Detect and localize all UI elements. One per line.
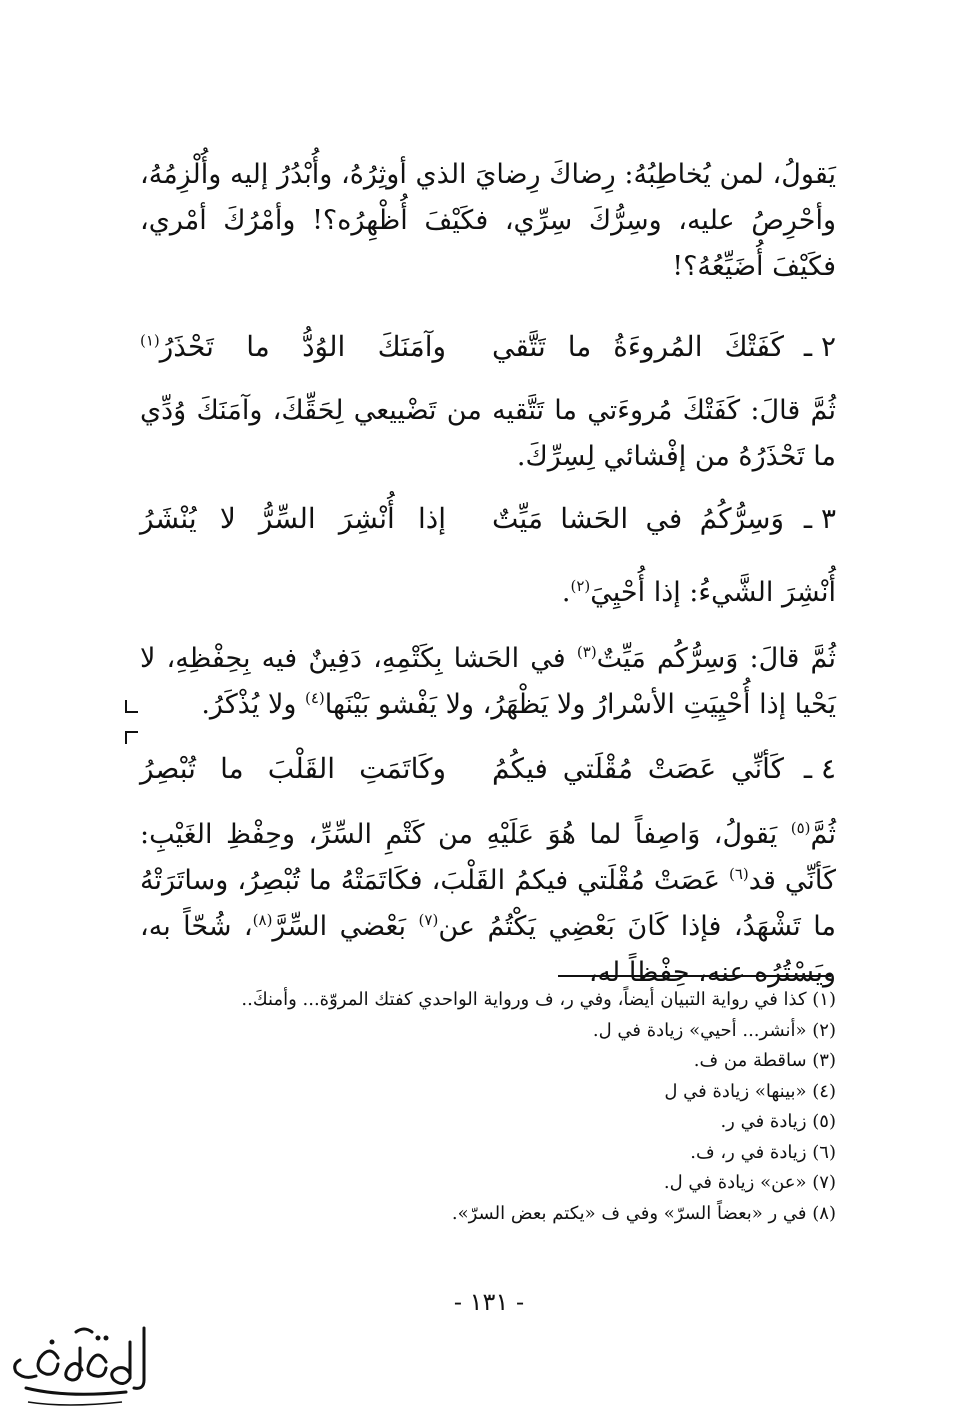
verse-number: ٤ ـ <box>803 752 836 785</box>
verse-hemistich-second <box>140 324 446 370</box>
commentary-text: بَعْضي السِّرَّ <box>272 911 419 942</box>
verse-number: ٢ ـ <box>803 330 836 363</box>
commentary-text: في الحَشا بِكَتْمِهِ، دَفِينٌ فيه بِحِفْظِهِ، لا يَحْيا إذا أُحْيِيَتِ الأسْرارُ ولا يَظْهَرُ، ولا يَفْشو بَيْنَها <box>140 643 836 720</box>
verse-hemistich-first: كَفَتْكَ المُروءَةُ ما تَتَّقي <box>492 330 784 363</box>
verse-4 <box>140 746 836 792</box>
commentary-verse-3 <box>140 636 836 728</box>
footnote-ref: (٣) <box>576 643 597 661</box>
gloss-verse-3 <box>140 570 836 616</box>
footnote: (٧) «عن» زيادة في ل. <box>663 1172 836 1193</box>
footnote-ref: (٧) <box>418 911 439 929</box>
footnotes-list <box>140 985 836 1229</box>
footnote-ref: (٦) <box>729 865 749 883</box>
commentary-text: ، شُحّاً به، ويَسْتُرُه عنه، حِفْظاً له، <box>140 911 836 988</box>
verse-number: ٣ ـ <box>803 502 836 535</box>
footnote: (٤) «بينها» زيادة في ل <box>664 1080 836 1102</box>
verse-hemistich-first: كَأنِّي عَصَتْ مُقْلَتي فيكُمُ <box>492 752 784 785</box>
seal-logo-icon <box>6 1318 156 1410</box>
verse-hemistich-first: وَسِرُّكُمُ في الحَشا مَيِّتٌ <box>492 502 784 535</box>
footnote: (٢) «أنشر... أحيي» زيادة في ل. <box>592 1019 836 1041</box>
verse-hemistich-second: وكَاتَمَتِ القَلْبَ ما تُبْصِرُ <box>140 752 446 785</box>
footnote-ref: (٥) <box>790 819 811 837</box>
margin-bracket-icon <box>124 700 140 714</box>
commentary-text: ولا يُذْكَرُ. <box>201 689 305 720</box>
gloss-end: . <box>561 577 571 608</box>
hemistich-text: وآمَنَكَ الوُدُّ ما تَحْذَرُ <box>159 330 446 363</box>
commentary-text: يَقولُ، وَاصِفاً لما هُوَ عَلَيْهِ من كَتْمِ السِّرِّ، وحِفْظِ الغَيْبِ: كَأنِّي قد <box>140 819 836 896</box>
commentary-verse-2: ثُمَّ قالَ: كَفَتْكَ مُروءَتي ما تَتَّقيه من تَضْييعي لِحَقِّكَ، وآمَنَكَ وُدِّي ما تَحْذَرُهُ من إفْشائي لِسِرِّكَ. <box>140 395 836 472</box>
footnote: (٥) زيادة في ر. <box>720 1111 836 1132</box>
intro-paragraph: يَقولُ، لمن يُخاطِبُهُ: رِضاكَ رِضايَ الذي أوثِرُهُ، وأُبْدُرُ إليه وأُلْزِمُهُ، وأحْرِصُ عليه، وسِرُّكَ سِرِّي، فكَيْفَ أُظْهِرُه؟! وأمْرُكَ أمْري، فكَيْفَ أُضَيِّعُهُ؟! <box>140 159 836 282</box>
commentary-text: ثُمَّ <box>810 819 836 850</box>
footnote: (٨) في ر «بعضاً السرّ» وفي ف «يكتم بعض السرّ». <box>451 1202 836 1224</box>
footnote: (٦) زيادة في ر، ف. <box>690 1141 836 1163</box>
verse-3 <box>140 496 836 542</box>
footnote: (١) كذا في رواية التبيان أيضاً، وفي ر، ف ورواية الواحدي كفتك المروّة... وأمنكَ.. <box>241 989 836 1010</box>
footnote-ref: (١) <box>140 331 160 350</box>
footnote: (٣) ساقطة من ف. <box>693 1050 836 1071</box>
verse-hemistich-second: إذا أُنْشِرَ السِّرُّ لا يُنْشَرُ <box>140 502 446 535</box>
gloss-text: أُنْشِرَ الشَّيءُ: إذا أُحْيِيَ <box>590 577 836 608</box>
margin-bracket-icon <box>124 730 140 744</box>
footnote-ref: (٢) <box>570 577 591 595</box>
page-number: - ١٣١ - <box>453 1288 525 1316</box>
footnote-ref: (٨) <box>252 911 273 929</box>
commentary-verse-4 <box>140 812 836 996</box>
verse-2 <box>140 324 836 370</box>
commentary-text: عَصَتْ مُقْلَتي فيكمُ القَلْبَ، فكَاتَمَتْهُ ما تُبْصِرُ، وساتَرَتْهُ ما تَشْهَدُ، فإذا كَانَ بَعْضِي يَكْتُمُ عن <box>140 865 836 942</box>
footnote-ref: (٤) <box>304 689 325 707</box>
footnote-separator <box>558 975 831 977</box>
commentary-text: ثُمَّ قالَ: وَسِرُّكُم مَيِّتٌ <box>596 643 836 674</box>
